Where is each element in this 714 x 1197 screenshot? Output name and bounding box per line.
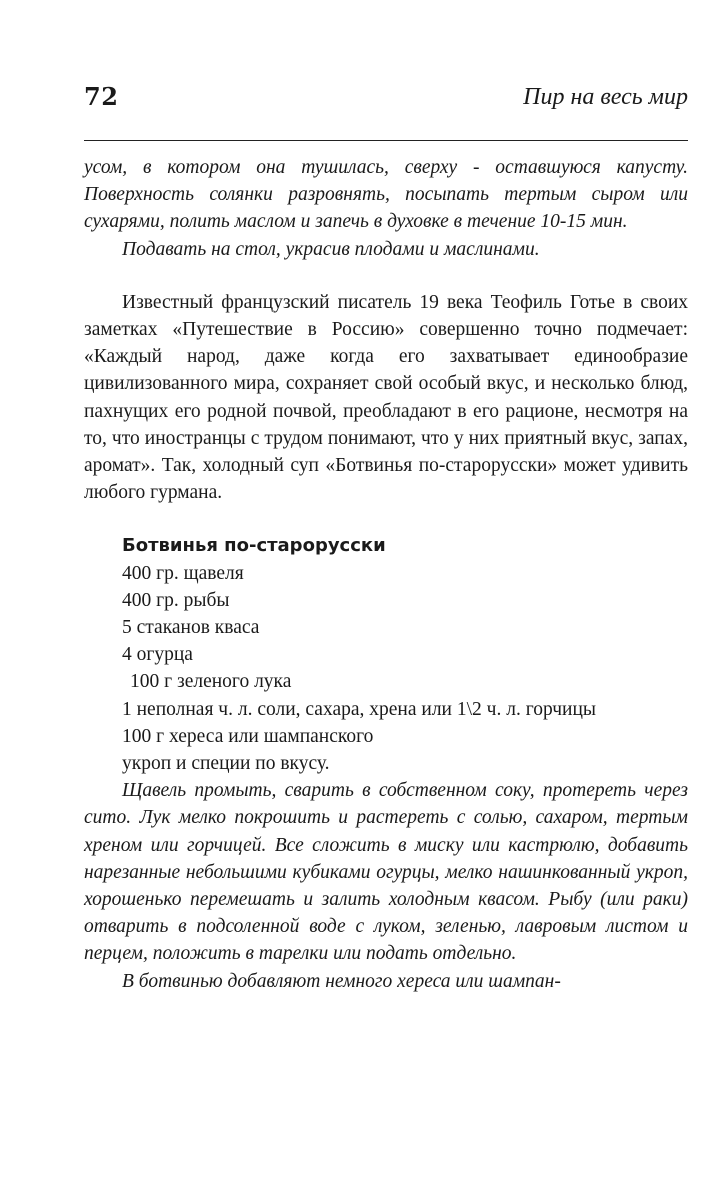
page-body bbox=[84, 154, 688, 995]
ingredient-item: 5 стаканов кваса bbox=[122, 617, 260, 639]
page-header bbox=[84, 82, 688, 122]
instructions-paragraph: Щавель промыть, сварить в собственном соку, протереть через сито. Лук мелко покрошить и растереть с солью, сахаром, тертым хреном или горчицей. Все сложить в миску или кастрюлю, добавить нарезанные небольшими кубиками огурцы, мелко нашинкованный укроп, хорошенько перемешать и залить холодным квасом. Рыбу (или раки) отварить в подсоленной воде с луком, зеленью, лавровым листом и перцем, положить в тарелки или подать отдельно. bbox=[84, 780, 688, 965]
ingredient-item: 4 огурца bbox=[122, 644, 193, 666]
ingredient-item: 100 г зеленого лука bbox=[130, 671, 292, 693]
page-number: 72 bbox=[84, 82, 119, 111]
header-divider bbox=[84, 140, 688, 141]
running-title: Пир на весь мир bbox=[523, 84, 688, 110]
instructions-paragraph: В ботвинью добавляют немного хереса или шампан- bbox=[122, 970, 561, 992]
ingredient-item: укроп и специи по вкусу. bbox=[122, 753, 330, 775]
section-spacer bbox=[84, 263, 688, 289]
ingredient-item: 100 г хереса или шампанского bbox=[122, 725, 374, 747]
section-spacer bbox=[84, 506, 688, 532]
recipe-title: Ботвинья по-старорусски bbox=[122, 535, 386, 557]
continuation-paragraph: усом, в котором она тушилась, сверху - оставшуюся капусту. Поверхность солянки разровнять, посыпать тертым сыром или сухарями, полить маслом и запечь в духовке в течение 10-15 мин. bbox=[84, 157, 688, 233]
ingredient-list bbox=[84, 560, 688, 778]
ingredient-item: 400 гр. рыбы bbox=[122, 589, 230, 611]
ingredient-item: 400 гр. щавеля bbox=[122, 562, 244, 584]
serving-paragraph: Подавать на стол, украсив плодами и маслинами. bbox=[122, 238, 540, 260]
essay-paragraph: Известный французский писатель 19 века Теофиль Готье в своих заметках «Путешествие в Россию» совершенно точно подмечает: «Каждый народ, даже когда его захватывает единообразие цивилизованного мира, сохраняет свой особый вкус, и несколько блюд, пахнущих его родной почвой, преобладают в его рационе, несмотря на то, что иностранцы с трудом понимают, что у них приятный вкус, запах, аромат». Так, холодный суп «Ботвинья по-старорусски» может удивить любого гурмана. bbox=[84, 291, 688, 504]
ingredient-item: 1 неполная ч. л. соли, сахара, хрена или 1\2 ч. л. горчицы bbox=[122, 698, 596, 720]
